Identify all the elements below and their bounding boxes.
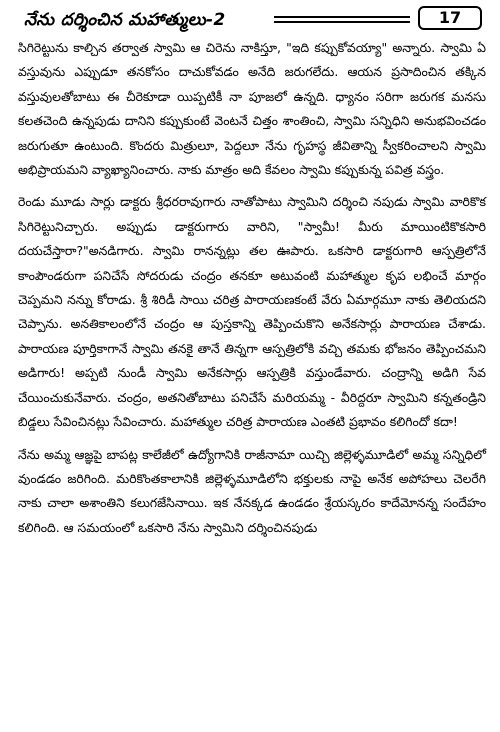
paragraph-2: రెండు మూడు సార్లు డాక్టరు శ్రీధరరావుగారు నాతోపాటు స్వామిని దర్శించి నపుడు స్వామి వారికొక సిగిరెట్టునిచ్చారు. అప్పుడు డాక్టరుగారు వారిని, "స్వామీ! మీరు మాయింటికొకసారి దయచేస్తారా?"అనడిగారు. స్వామి రానన్నట్లు తల ఊపారు. ఒకసారి డాక్టరుగారి ఆస్పత్రిలోనే కాంపౌండరుగా పనిచేసే సోదరుడు చంద్రం తనకూ అటువంటి మహాత్ముల కృప లభించే మార్గం చెప్పమని నన్ను కోరాడు. శ్రీ శిరిడీ సాయి చరిత్ర పారాయణకంటే వేరు ఏమార్గమూ నాకు తెలియదని చెప్పాను. అనతికాలంలోనే చంద్రం ఆ పుస్తకాన్ని తెప్పించుకొని అనేకసార్లు పారాయణ చేశాడు. పారాయణ పూర్తికాగానే స్వామి తనకై తానే తిన్నగా ఆస్పత్రిలోకి వచ్చి తమకు భోజనం తెప్పించమని అడిగారు! అప్పటి నుండీ స్వామి అనేకసార్లు ఆస్పత్రికి వస్తుండేవారు. చంద్రాన్ని అడిగి సేవ చేయించుకునేవారు. చంద్రం, అతనితోబాటు పనిచేసే మరియమ్మ - వీరిద్దరూ స్వామిని కన్నతండ్రిని బిడ్డలు సేవించినట్లు సేవించారు. మహాత్ముల చరిత్ర పారాయణ ఎంతటి ప్రభావం కలిగిందో కదా! [18, 194, 486, 430]
paragraph-1: సిగిరెట్టును కాల్చిన తర్వాత స్వామి ఆ చిరెను నాకిస్తూ, "ఇది కప్పుకోవయ్యా" అన్నారు. స్వామి ఏ వస్తువును ఎప్పుడూ తనకోసం దాచుకోవడం అనేది జరుగలేదు. ఆయన ప్రసాదించిన తక్కిన వస్తువులతోబాటు ఈ చీరెకూడా యిప్పటికీ నా పూజలో ఉన్నది. ధ్యానం సరిగా జరుగక మనసు కలతచెంది ఉన్నపుడు దానిని కప్పుకుంటే వెంటనే చిత్తం శాంతించి, స్వామి సన్నిధిని అనుభవించడం జరుగుతూ ఉంటుంది. కొందరు మిత్రులూ, పెద్దలూ నేను గృహస్థ జీవితాన్ని స్వీకరించాలని స్వామి అభిప్రాయమని వ్యాఖ్యానించారు. నాకు మాత్రం అది కేవలం స్వామి కప్పుకున్న పవిత్ర వస్త్రం. [18, 40, 486, 178]
header-rule-divider [274, 16, 410, 23]
paragraph-3: నేను అమ్మ ఆజ్ఞపై బాపట్ల కాలేజీలో ఉద్యోగానికి రాజీనామా యిచ్చి జిల్లెళ్ళమూడిలో అమ్మ సన్నిధిలో వుండడం జరిగింది. మరికొంతకాలానికి జిల్లెళ్ళమూడిలోని భక్తులకు నాపై అనేక అపోహలు చెలరేగి నాకు చాలా అశాంతిని కలుగజేసినాయి. ఇక నేనక్కడ ఉండడం శ్రేయస్కరం కాదేమోనన్న సందేహం కలిగింది. ఆ సమయంలో ఒకసారి నేను స్వామిని దర్శించినపుడు [18, 446, 486, 535]
page-number-box: 17 [418, 6, 482, 30]
body-text [18, 36, 486, 540]
page-header [18, 6, 486, 36]
running-title: నేను దర్శించిన మహాత్ములు-2 [24, 10, 226, 30]
